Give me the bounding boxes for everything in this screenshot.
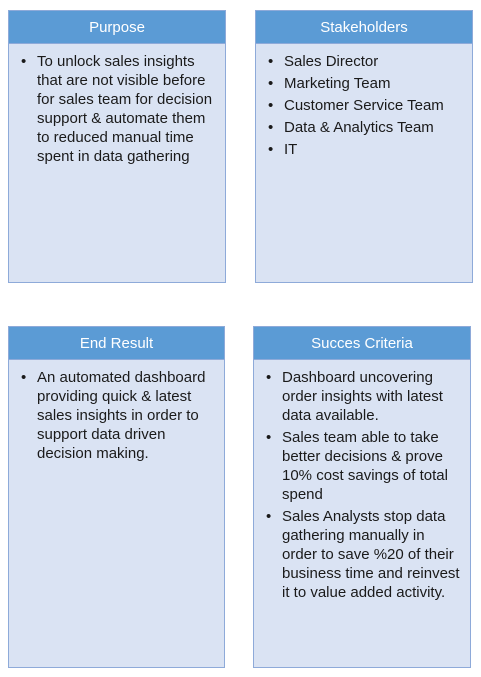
list-item: • To unlock sales insights that are not visible before for sales team for decision support & automate them to reduced manual time spent in data gathering	[19, 52, 215, 166]
list-item: • Sales team able to take better decisions & prove 10% cost savings of total spend	[264, 428, 460, 504]
end-result-list	[19, 368, 214, 463]
success-criteria-title: Succes Criteria	[254, 327, 470, 360]
purpose-body	[9, 44, 225, 166]
purpose-title: Purpose	[9, 11, 225, 44]
list-item: • Data & Analytics Team	[266, 118, 462, 137]
list-item: • Dashboard uncovering order insights with latest data available.	[264, 368, 460, 425]
list-item: • Sales Analysts stop data gathering manually in order to save %20 of their business time and reinvest it to value added activity.	[264, 507, 460, 602]
list-item: • An automated dashboard providing quick & latest sales insights in order to support data driven decision making.	[19, 368, 214, 463]
stakeholders-list	[266, 52, 462, 159]
stakeholders-card	[255, 10, 473, 283]
end-result-title: End Result	[9, 327, 224, 360]
stakeholders-title: Stakeholders	[256, 11, 472, 44]
list-item: • Sales Director	[266, 52, 462, 71]
success-criteria-body	[254, 360, 470, 602]
purpose-list	[19, 52, 215, 166]
stakeholders-body	[256, 44, 472, 159]
list-item: • IT	[266, 140, 462, 159]
end-result-card	[8, 326, 225, 668]
end-result-body	[9, 360, 224, 463]
success-criteria-card	[253, 326, 471, 668]
list-item: • Customer Service Team	[266, 96, 462, 115]
purpose-card	[8, 10, 226, 283]
list-item: • Marketing Team	[266, 74, 462, 93]
success-criteria-list	[264, 368, 460, 602]
